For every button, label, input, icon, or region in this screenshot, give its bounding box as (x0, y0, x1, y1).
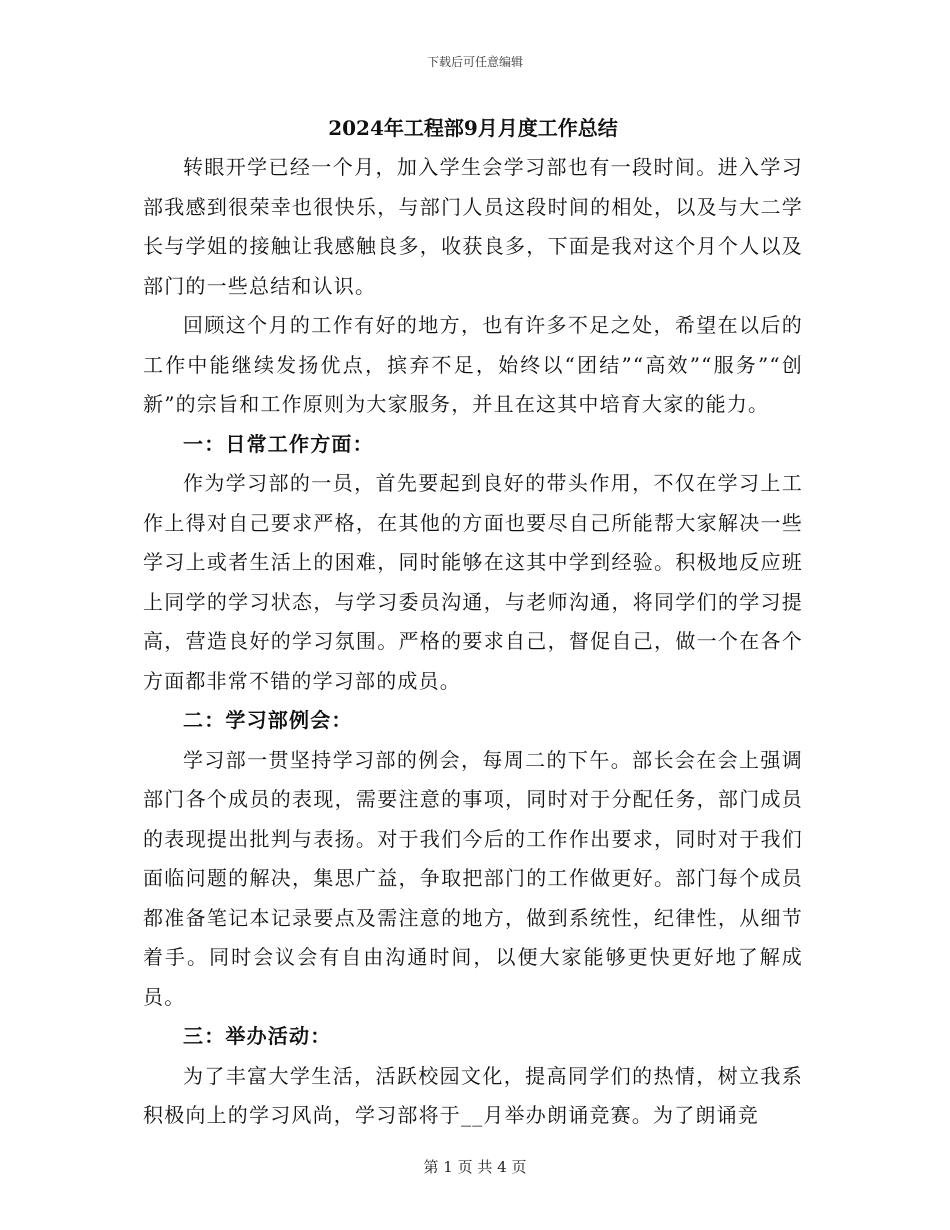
page-header-note: 下载后可任意编辑 (426, 55, 523, 69)
page-number: 第 1 页 共 4 页 (423, 1158, 527, 1176)
section-paragraph: 作为学习部的一员，首先要起到良好的带头作用，不仅在学习上工作上得对自己要求严格，在其他的方面也要尽自己所能帮大家解决一些学习上或者生活上的困难，同时能够在这其中学到经验。积极地反应班上同学的学习状态，与学习委员沟通，与老师沟通，将同学们的学习提高，营造良好的学习氛围。严格的要求自己，督促自己，做一个在各个方面都非常不错的学习部的成员。 (143, 471, 803, 693)
document-title: 2024年工程部9月月度工作总结 (328, 116, 618, 140)
document-body (143, 112, 803, 1136)
intro-paragraph: 转眼开学已经一个月，加入学生会学习部也有一段时间。进入学习部我感到很荣幸也很快乐，与部门人员这段时间的相处，以及与大二学长与学姐的接触让我感触良多，收获良多，下面是我对这个月个人以及部门的一些总结和认识。 (143, 155, 803, 298)
section-heading: 二：学习部例会： (183, 708, 353, 732)
section-paragraph: 学习部一贯坚持学习部的例会，每周二的下午。部长会在会上强调部门各个成员的表现，需要注意的事项，同时对于分配任务，部门成员的表现提出批判与表扬。对于我们今后的工作作出要求，同时对于我们面临问题的解决，集思广益，争取把部门的工作做更好。部门每个成员都准备笔记本记录要点及需注意的地方，做到系统性，纪律性，从细节着手。同时会议会有自由沟通时间，以便大家能够更快更好地了解成员。 (143, 747, 803, 1009)
intro-paragraph: 回顾这个月的工作有好的地方，也有许多不足之处，希望在以后的工作中能继续发扬优点，摈弃不足，始终以“团结”“高效”“服务”“创新”的宗旨和工作原则为大家服务，并且在这其中培育大家的能力。 (143, 313, 803, 416)
section-heading: 一：日常工作方面： (183, 431, 374, 456)
section-paragraph: 为了丰富大学生活，活跃校园文化，提高同学们的热情，树立我系积极向上的学习风尚，学习部将于__月举办朗诵竞赛。为了朗诵竞 (143, 1063, 803, 1127)
section-heading: 三：举办活动： (183, 1024, 332, 1048)
